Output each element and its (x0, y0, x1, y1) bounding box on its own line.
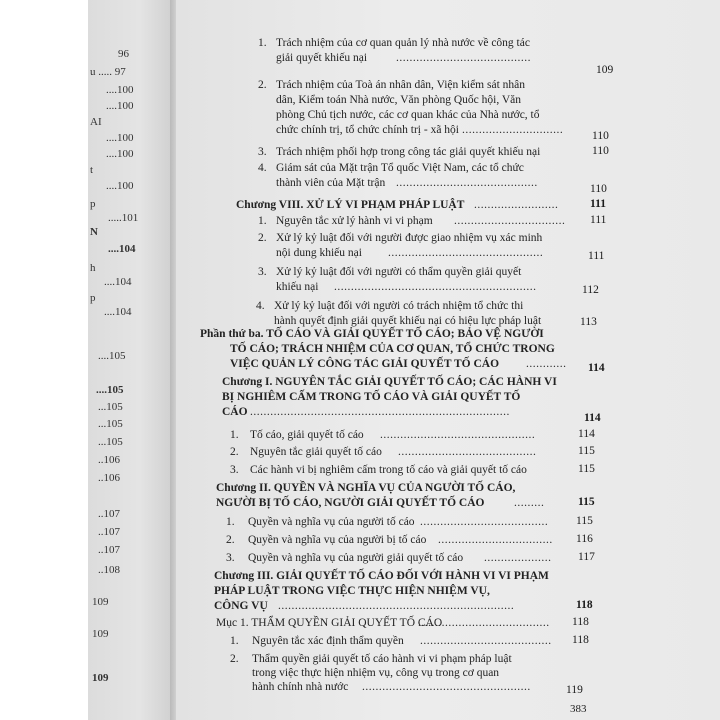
toc-item-text: thành viên của Mặt trận (276, 177, 386, 189)
toc-item-number: 2. (258, 232, 267, 244)
toc-item-text: Nguyên tắc giải quyết tố cáo (250, 446, 382, 458)
leader-dots: ........................................ (396, 52, 531, 64)
section-heading: Mục 1. THẨM QUYỀN GIẢI QUYẾT TỐ CÁO (216, 617, 443, 629)
page-number: 110 (592, 130, 609, 142)
toc-item-text: hành quyết định giải quyết khiếu nại có hiệu lực pháp luật (274, 315, 542, 327)
page-number: 113 (580, 316, 597, 328)
toc-item-text: Xử lý kỷ luật đối với người có trách nhiệm tổ chức thi (274, 300, 524, 312)
toc-item-number: 1. (226, 516, 235, 528)
toc-item-text: Xử lý kỷ luật đối với người được giao nhiệm vụ xác minh (276, 232, 543, 244)
part-heading: Phần thứ ba. TỐ CÁO VÀ GIẢI QUYẾT TỐ CÁO; BẢO VỆ NGƯỜI (200, 328, 544, 340)
toc-item-text: Tố cáo, giải quyết tố cáo (250, 429, 364, 441)
page-number: 115 (578, 445, 595, 457)
left-fragment: ..107 (98, 526, 120, 538)
leader-dots: ............................................................ (334, 281, 537, 293)
left-fragment: 109 (92, 628, 109, 640)
leader-dots: ......................... (474, 199, 559, 211)
toc-item-number: 2. (230, 653, 239, 665)
left-fragment: ..108 (98, 564, 120, 576)
leader-dots: ............ (526, 358, 567, 370)
left-fragment: ..106 (98, 454, 120, 466)
leader-dots: ....................................... (420, 635, 552, 647)
toc-item-number: 1. (258, 37, 267, 49)
chapter-heading: Chương III. GIẢI QUYẾT TỐ CÁO ĐỐI VỚI HÀNH VI VI PHẠM (214, 570, 549, 582)
part-heading: VIỆC QUẢN LÝ CÔNG TÁC GIẢI QUYẾT TỐ CÁO (230, 358, 500, 370)
toc-item-text: Quyền và nghĩa vụ của người giải quyết tố cáo (248, 552, 464, 564)
toc-item-number: 3. (230, 464, 239, 476)
left-fragment: ...105 (98, 401, 123, 413)
left-fragment: ...105 (98, 418, 123, 430)
toc-item-text: Trách nhiệm phối hợp trong công tác giải quyết khiếu nại (276, 146, 541, 158)
page-number: 115 (576, 515, 593, 527)
chapter-heading: Chương II. QUYỀN VÀ NGHĨA VỤ CỦA NGƯỜI TỐ CÁO, (216, 482, 516, 494)
page-number: 118 (572, 616, 589, 628)
page-number: 111 (590, 198, 606, 210)
leader-dots: ...................................................................... (278, 600, 515, 612)
part-heading: TỐ CÁO; TRÁCH NHIỆM CỦA CƠ QUAN, TỔ CHỨC TRONG (230, 343, 555, 355)
left-fragment: 109 (92, 596, 109, 608)
left-fragment: u ..... 97 (90, 66, 126, 78)
toc-item-text: Nguyên tắc xác định thẩm quyền (252, 635, 404, 647)
leader-dots: .............................................. (388, 247, 544, 259)
page-number: 116 (576, 533, 593, 545)
page-number: 114 (578, 428, 595, 440)
toc-item-text: Các hành vi bị nghiêm cấm trong tố cáo và giải quyết tố cáo (250, 464, 527, 476)
left-fragment: ..107 (98, 508, 120, 520)
toc-item-text: phòng Chủ tịch nước, các cơ quan khác của Nhà nước, tổ (276, 109, 540, 121)
left-fragment: p (90, 198, 96, 210)
page-number: 112 (582, 284, 599, 296)
left-fragment: ....100 (106, 132, 134, 144)
chapter-heading: CÁO (222, 406, 248, 418)
page-number: 115 (578, 463, 595, 475)
toc-item-number: 2. (230, 446, 239, 458)
page-number: 114 (588, 362, 605, 374)
page-number: 110 (590, 183, 607, 195)
left-fragment: 109 (92, 672, 109, 684)
toc-item-text: chức chính trị, tổ chức chính trị - xã hội (276, 124, 459, 136)
page-number: 118 (576, 599, 593, 611)
page-number: 111 (590, 214, 607, 226)
toc-item-number: 3. (226, 552, 235, 564)
toc-item-text: Xử lý kỷ luật đối với người có thẩm quyền giải quyết (276, 266, 522, 278)
chapter-heading: Chương VIII. XỬ LÝ VI PHẠM PHÁP LUẬT (236, 199, 465, 211)
toc-item-text: Quyền và nghĩa vụ của người bị tố cáo (248, 534, 427, 546)
left-fragment: ....104 (104, 276, 132, 288)
toc-item-number: 4. (256, 300, 265, 312)
left-fragment: ....105 (98, 350, 126, 362)
left-fragment: 96 (118, 48, 129, 60)
left-fragment: ....105 (96, 384, 124, 396)
toc-item-text: Trách nhiệm của cơ quan quản lý nhà nước về công tác (276, 37, 530, 49)
left-fragment: ....104 (108, 243, 136, 255)
leader-dots: .............................. (462, 124, 564, 136)
toc-item-number: 3. (258, 266, 267, 278)
leader-dots: ............................................................................. (250, 406, 510, 418)
toc-item-text: Nguyên tắc xử lý hành vi vi phạm (276, 215, 433, 227)
toc-item-text: giải quyết khiếu nại (276, 52, 368, 64)
left-fragment: ..106 (98, 472, 120, 484)
leader-dots: .................... (484, 552, 552, 564)
toc-item-number: 1. (258, 215, 267, 227)
toc-item-number: 1. (230, 429, 239, 441)
leader-dots: .............................................. (380, 429, 536, 441)
left-fragment: ....100 (106, 148, 134, 160)
left-fragment: ....100 (106, 100, 134, 112)
page-number: 118 (572, 634, 589, 646)
toc-item-text: Quyền và nghĩa vụ của người tố cáo (248, 516, 415, 528)
left-fragment: AI (90, 116, 102, 128)
page-number: 119 (566, 684, 583, 696)
leader-dots: ...................................... (420, 516, 549, 528)
leader-dots: .................................. (438, 534, 553, 546)
left-fragment: N (90, 226, 98, 238)
left-fragment: ...105 (98, 436, 123, 448)
page-number: 115 (578, 496, 595, 508)
toc-item-text: Giám sát của Mặt trận Tổ quốc Việt Nam, các tổ chức (276, 162, 524, 174)
leader-dots: ......... (514, 497, 545, 509)
chapter-heading: BỊ NGHIÊM CẤM TRONG TỐ CÁO VÀ GIẢI QUYẾT TỐ (222, 391, 521, 403)
page-number: 114 (584, 412, 601, 424)
toc-item-number: 2. (258, 79, 267, 91)
leader-dots: ......................................... (398, 446, 537, 458)
toc-item-number: 2. (226, 534, 235, 546)
toc-item-text: hành chính nhà nước (252, 681, 349, 693)
page-number: 109 (596, 64, 614, 76)
chapter-heading: PHÁP LUẬT TRONG VIỆC THỰC HIỆN NHIỆM VỤ, (214, 585, 490, 597)
toc-item-text: dân, Kiểm toán Nhà nước, Văn phòng Quốc hội, Văn (276, 94, 522, 106)
toc-item-text: khiếu nại (276, 281, 319, 293)
page-number: 111 (588, 250, 605, 262)
toc-item-text: Trách nhiệm của Toà án nhân dân, Viện kiểm sát nhân (276, 79, 525, 91)
left-fragment: ..107 (98, 544, 120, 556)
left-fragment: h (90, 262, 96, 274)
chapter-heading: CÔNG VỤ (214, 600, 268, 612)
chapter-heading: Chương I. NGUYÊN TẮC GIẢI QUYẾT TỐ CÁO; CÁC HÀNH VI (222, 376, 557, 388)
toc-item-number: 3. (258, 146, 267, 158)
page-number: 117 (578, 551, 595, 563)
left-fragment: t (90, 164, 94, 176)
leader-dots: .................................................. (362, 681, 531, 693)
toc-item-text: Thẩm quyền giải quyết tố cáo hành vi vi phạm pháp luật (252, 653, 512, 665)
toc-item-number: 1. (230, 635, 239, 647)
chapter-heading: NGƯỜI BỊ TỐ CÁO, NGƯỜI GIẢI QUYẾT TỐ CÁO (216, 497, 485, 509)
left-fragment: ....100 (106, 180, 134, 192)
toc-item-text: trong việc thực hiện nhiệm vụ, công vụ trong cơ quan (252, 667, 500, 679)
leader-dots: ....................................... (418, 617, 550, 629)
left-fragment: p (90, 292, 96, 304)
leader-dots: .......................................... (396, 177, 538, 189)
left-fragment: ....100 (106, 84, 134, 96)
left-fragment: ....104 (104, 306, 132, 318)
page-number: 110 (592, 145, 609, 157)
left-fragment: .....101 (108, 212, 139, 224)
folio-page-number: 383 (570, 703, 587, 715)
toc-item-text: nội dung khiếu nại (276, 247, 362, 259)
toc-item-number: 4. (258, 162, 267, 174)
leader-dots: ................................. (454, 215, 566, 227)
